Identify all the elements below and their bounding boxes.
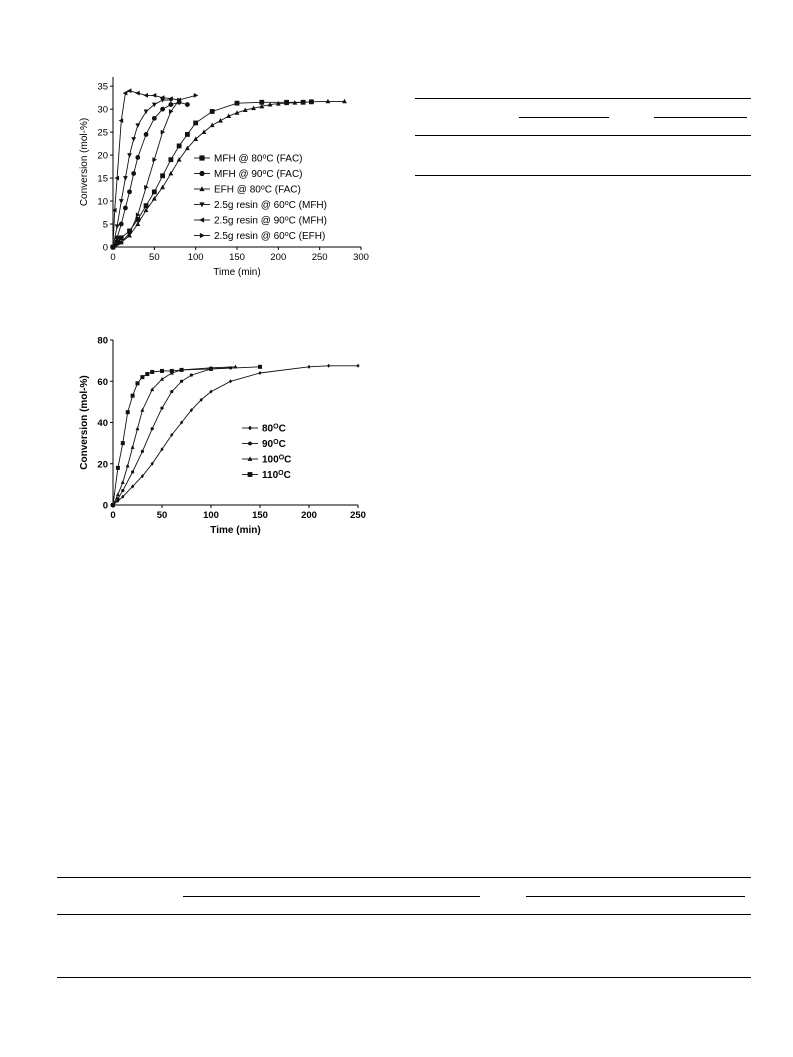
x-tick-label: 150 (252, 510, 268, 521)
legend-marker (200, 233, 205, 238)
legend-label-tail: C (278, 423, 286, 435)
legend-item (194, 153, 303, 165)
data-point (119, 222, 124, 227)
x-tick-label: 0 (110, 252, 116, 263)
data-point (135, 155, 140, 160)
legend-item (194, 169, 303, 181)
legend-marker (199, 171, 204, 176)
x-axis-label: Time (min) (210, 525, 261, 536)
legend-label (262, 439, 286, 451)
y-tick-label: 30 (97, 104, 108, 116)
conversion-chart-bottom (75, 332, 375, 542)
legend-label-tail: C (FAC) (266, 169, 303, 180)
data-point (116, 466, 120, 470)
data-point (307, 365, 310, 369)
table-bottom (57, 877, 751, 979)
legend-marker (248, 472, 253, 477)
data-point (193, 121, 198, 126)
y-tick-label: 0 (102, 500, 108, 512)
y-axis-label: Conversion (mol-%) (79, 117, 90, 207)
data-point (127, 153, 132, 158)
data-point (356, 364, 359, 368)
legend-item (194, 231, 325, 243)
degree-superscript: o (284, 215, 289, 222)
data-point (144, 132, 149, 137)
data-point (126, 410, 130, 414)
data-point (152, 116, 157, 121)
legend-label (214, 153, 303, 165)
data-point (160, 406, 163, 409)
data-point (123, 176, 128, 181)
y-tick-label: 5 (102, 219, 108, 231)
table-spanner-rule-1 (183, 896, 480, 897)
legend (194, 153, 327, 242)
data-point (140, 375, 144, 379)
y-tick-label: 80 (97, 335, 108, 347)
x-tick-label: 0 (110, 510, 116, 521)
table-spanner-rule-2 (526, 896, 745, 897)
degree-superscript: O (273, 423, 279, 430)
legend-marker (248, 442, 252, 446)
data-point (258, 365, 262, 369)
data-point (131, 470, 134, 473)
data-point (229, 379, 232, 383)
data-point (160, 377, 164, 381)
data-point (121, 441, 125, 445)
data-point (168, 102, 173, 107)
data-point (169, 109, 174, 114)
y-tick-label: 10 (97, 196, 108, 208)
data-point (210, 109, 215, 114)
table-bottom-rule (415, 175, 751, 176)
data-point (185, 132, 190, 137)
table-top-right (415, 98, 751, 178)
legend-label-main: MFH @ 90 (214, 169, 263, 180)
degree-superscript: o (262, 153, 267, 160)
data-point (127, 189, 132, 194)
data-point (141, 450, 144, 453)
degree-superscript: O (273, 438, 279, 446)
legend-label-tail: C (FAC) (266, 153, 303, 165)
x-tick-label: 50 (149, 252, 160, 263)
y-tick-label: 20 (97, 150, 108, 162)
x-tick-label: 300 (353, 252, 369, 263)
legend-label (214, 184, 301, 196)
data-point (121, 489, 124, 492)
degree-superscript: o (260, 184, 265, 191)
data-point (126, 464, 130, 468)
y-tick-label: 60 (97, 376, 108, 388)
x-tick-label: 200 (301, 510, 317, 521)
table-header-rule (415, 135, 751, 136)
legend (242, 423, 291, 481)
data-point (121, 480, 125, 484)
y-tick-label: 20 (97, 459, 108, 471)
table-top-rule (57, 877, 751, 878)
y-tick-label: 40 (97, 418, 108, 429)
series-line (113, 367, 236, 505)
degree-superscript: O (278, 469, 284, 477)
legend-label-main: 110 (262, 470, 279, 481)
data-point (209, 367, 213, 371)
x-tick-label: 200 (270, 252, 287, 263)
data-point (160, 107, 165, 112)
legend-label-tail: C (FAC) (264, 184, 301, 196)
data-point (136, 381, 140, 385)
data-point (131, 171, 136, 176)
data-point (258, 371, 261, 375)
data-point (327, 364, 330, 368)
data-point (145, 372, 149, 376)
legend-label (262, 423, 286, 435)
data-point (185, 102, 190, 107)
legend-label-tail: C (278, 439, 286, 450)
legend-marker (248, 426, 252, 431)
legend-label-main: 2.5g resin @ 60 (214, 200, 285, 211)
legend-item (194, 200, 327, 212)
y-tick-label: 0 (102, 242, 108, 254)
legend-label (214, 231, 325, 243)
legend-label (262, 454, 291, 466)
legend-label-main: 2.5g resin @ 90 (214, 215, 285, 227)
x-tick-label: 100 (187, 252, 204, 263)
legend-item (242, 454, 291, 466)
legend-label-tail: C (MFH) (288, 215, 327, 227)
data-point (210, 123, 215, 128)
data-point (160, 173, 165, 178)
data-point (180, 380, 183, 383)
legend-item (242, 470, 291, 482)
x-tick-label: 150 (229, 252, 245, 263)
data-point (119, 235, 124, 240)
table-top-rule (415, 98, 751, 99)
legend-label (214, 215, 327, 227)
degree-superscript: o (284, 230, 289, 238)
degree-superscript: o (262, 168, 267, 176)
data-point (218, 118, 223, 123)
data-point (170, 369, 174, 373)
legend-item (194, 215, 327, 227)
legend-label-tail: C (283, 470, 291, 481)
x-tick-label: 250 (350, 510, 366, 521)
degree-superscript: o (284, 199, 289, 207)
data-point (135, 123, 140, 128)
legend-label (262, 470, 291, 482)
y-tick-label: 25 (97, 127, 108, 139)
data-point (168, 157, 173, 162)
legend-marker (199, 155, 204, 160)
data-point (140, 408, 144, 412)
table-header-rule (57, 914, 751, 915)
series-1 (111, 364, 359, 507)
table-spanner-rule-2 (654, 117, 747, 118)
degree-superscript: O (278, 454, 285, 461)
data-point (131, 137, 136, 142)
data-point (180, 368, 184, 372)
legend-label-main: 80 (262, 423, 274, 435)
data-point (194, 93, 199, 98)
data-point (235, 101, 240, 106)
legend-marker (199, 217, 204, 222)
data-point (123, 206, 128, 211)
legend-item (194, 184, 301, 196)
legend-label (214, 169, 303, 181)
data-point (119, 199, 124, 204)
legend-label-tail: C (EFH) (288, 231, 326, 242)
table-spanner-rule-1 (519, 117, 609, 118)
legend-label-tail: C (284, 454, 292, 466)
y-axis-label: Conversion (mol-%) (79, 375, 90, 470)
x-axis-label: Time (min) (213, 267, 261, 278)
data-point (115, 224, 120, 229)
legend-label-main: 100 (262, 454, 279, 466)
data-point (151, 427, 154, 430)
legend-label-main: 2.5g resin @ 60 (214, 231, 285, 242)
legend-item (242, 423, 286, 435)
data-point (190, 373, 193, 376)
x-tick-label: 250 (311, 252, 328, 263)
table-bottom-rule (57, 977, 751, 978)
legend-item (242, 439, 286, 451)
data-point (135, 91, 140, 96)
data-point (127, 88, 132, 93)
legend-label-main: EFH @ 80 (214, 184, 261, 196)
data-point (131, 445, 135, 449)
data-point (143, 93, 148, 98)
conversion-chart-top (75, 70, 375, 285)
data-point (111, 503, 115, 507)
data-point (152, 93, 157, 98)
data-point (136, 426, 140, 430)
x-tick-label: 50 (156, 510, 168, 521)
series-3 (111, 365, 238, 507)
data-point (170, 390, 173, 393)
y-tick-label: 15 (97, 173, 108, 185)
legend-label-main: 90 (262, 439, 274, 450)
data-point (177, 144, 182, 149)
data-point (116, 492, 120, 496)
data-point (131, 394, 135, 398)
legend-label-tail: C (MFH) (288, 200, 327, 211)
data-point (160, 369, 164, 373)
x-tick-label: 100 (203, 510, 219, 521)
data-point (150, 370, 154, 374)
legend-label (214, 200, 327, 212)
data-point (152, 189, 157, 194)
legend-label-main: MFH @ 80 (214, 153, 263, 165)
data-point (144, 110, 149, 115)
y-tick-label: 35 (97, 81, 108, 93)
